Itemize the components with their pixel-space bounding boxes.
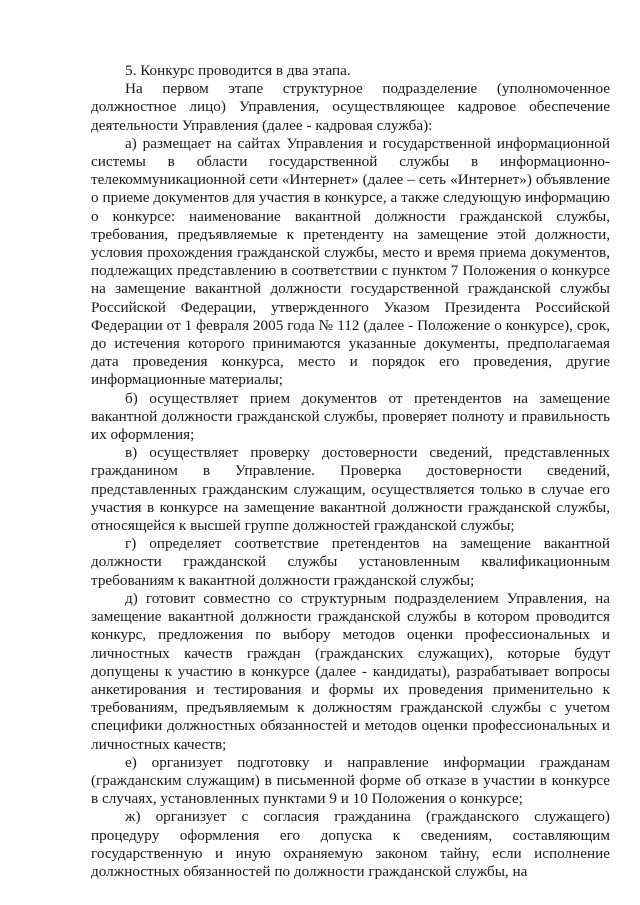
paragraph-item-g: г) определяет соответствие претендентов на замещение вакантной должности гражданской службы установленным квалификационным требованиям к вакантной должности гражданской службы;: [91, 535, 610, 589]
paragraph-item-v: в) осуществляет проверку достоверности сведений, представленных гражданином в Управление. Проверка достоверности сведений, представленных гражданским служащим, осуществляется только в случае его участия в конкурсе на замещение вакантной должности гражданской службы, относящейся к высшей группе должностей гражданской службы;: [91, 444, 610, 535]
paragraph-item-a: а) размещает на сайтах Управления и государственной информационной системы в области государственной службы в информационно-телекоммуникационной сети «Интернет» (далее – сеть «Интернет») объявление о приеме документов для участия в конкурсе, а также следующую информацию о конкурсе: наименование вакантной должности гражданской службы, требования, предъявляемые к претенденту на замещение этой должности, условия прохождения гражданской службы, место и время приема документов, подлежащих представлению в соответствии с пунктом 7 Положения о конкурсе на замещение вакантной должности государственной гражданской службы Российской Федерации, утвержденного Указом Президента Российской Федерации от 1 февраля 2005 года № 112 (далее - Положение о конкурсе), срок, до истечения которого принимаются указанные документы, предполагаемая дата проведения конкурса, место и порядок его проведения, другие информационные материалы;: [91, 134, 610, 389]
paragraph-first-stage: На первом этапе структурное подразделение (уполномоченное должностное лицо) Управления, осуществляющее кадровое обеспечение деятельности Управления (далее - кадровая служба):: [91, 80, 610, 134]
paragraph-stages: 5. Конкурс проводится в два этапа.: [125, 62, 351, 79]
paragraph-item-e: е) организует подготовку и направление информации гражданам (гражданским служащим) в письменной форме об отказе в участии в конкурсе в случаях, установленных пунктами 9 и 10 Положения о конкурсе;: [91, 753, 610, 808]
paragraph-item-b: б) осуществляет прием документов от претендентов на замещение вакантной должности гражданской службы, проверяет полноту и правильность их оформления;: [91, 389, 610, 444]
paragraph-item-zh: ж) организует с согласия гражданина (гражданского служащего) процедуру оформления его допуска к сведениям, составляющим государственную и иную охраняемую законом тайну, если исполнение должностных обязанностей по должности гражданской службы, на: [91, 808, 610, 880]
paragraph-item-d: д) готовит совместно со структурным подразделением Управления, на замещение вакантной должности гражданской службы в котором проводится конкурс, предложения по выбору методов оценки профессиональных и личностных качеств граждан (гражданских служащих), которые будут допущены к участию в конкурсе (далее - кандидаты), разрабатывает вопросы анкетирования и тестирования и формы их проведения применительно к требованиям, предъявляемым к должностям гражданской службы с учетом специфики должностных обязанностей и методов оценки профессиональных и личностных качеств;: [91, 589, 610, 753]
